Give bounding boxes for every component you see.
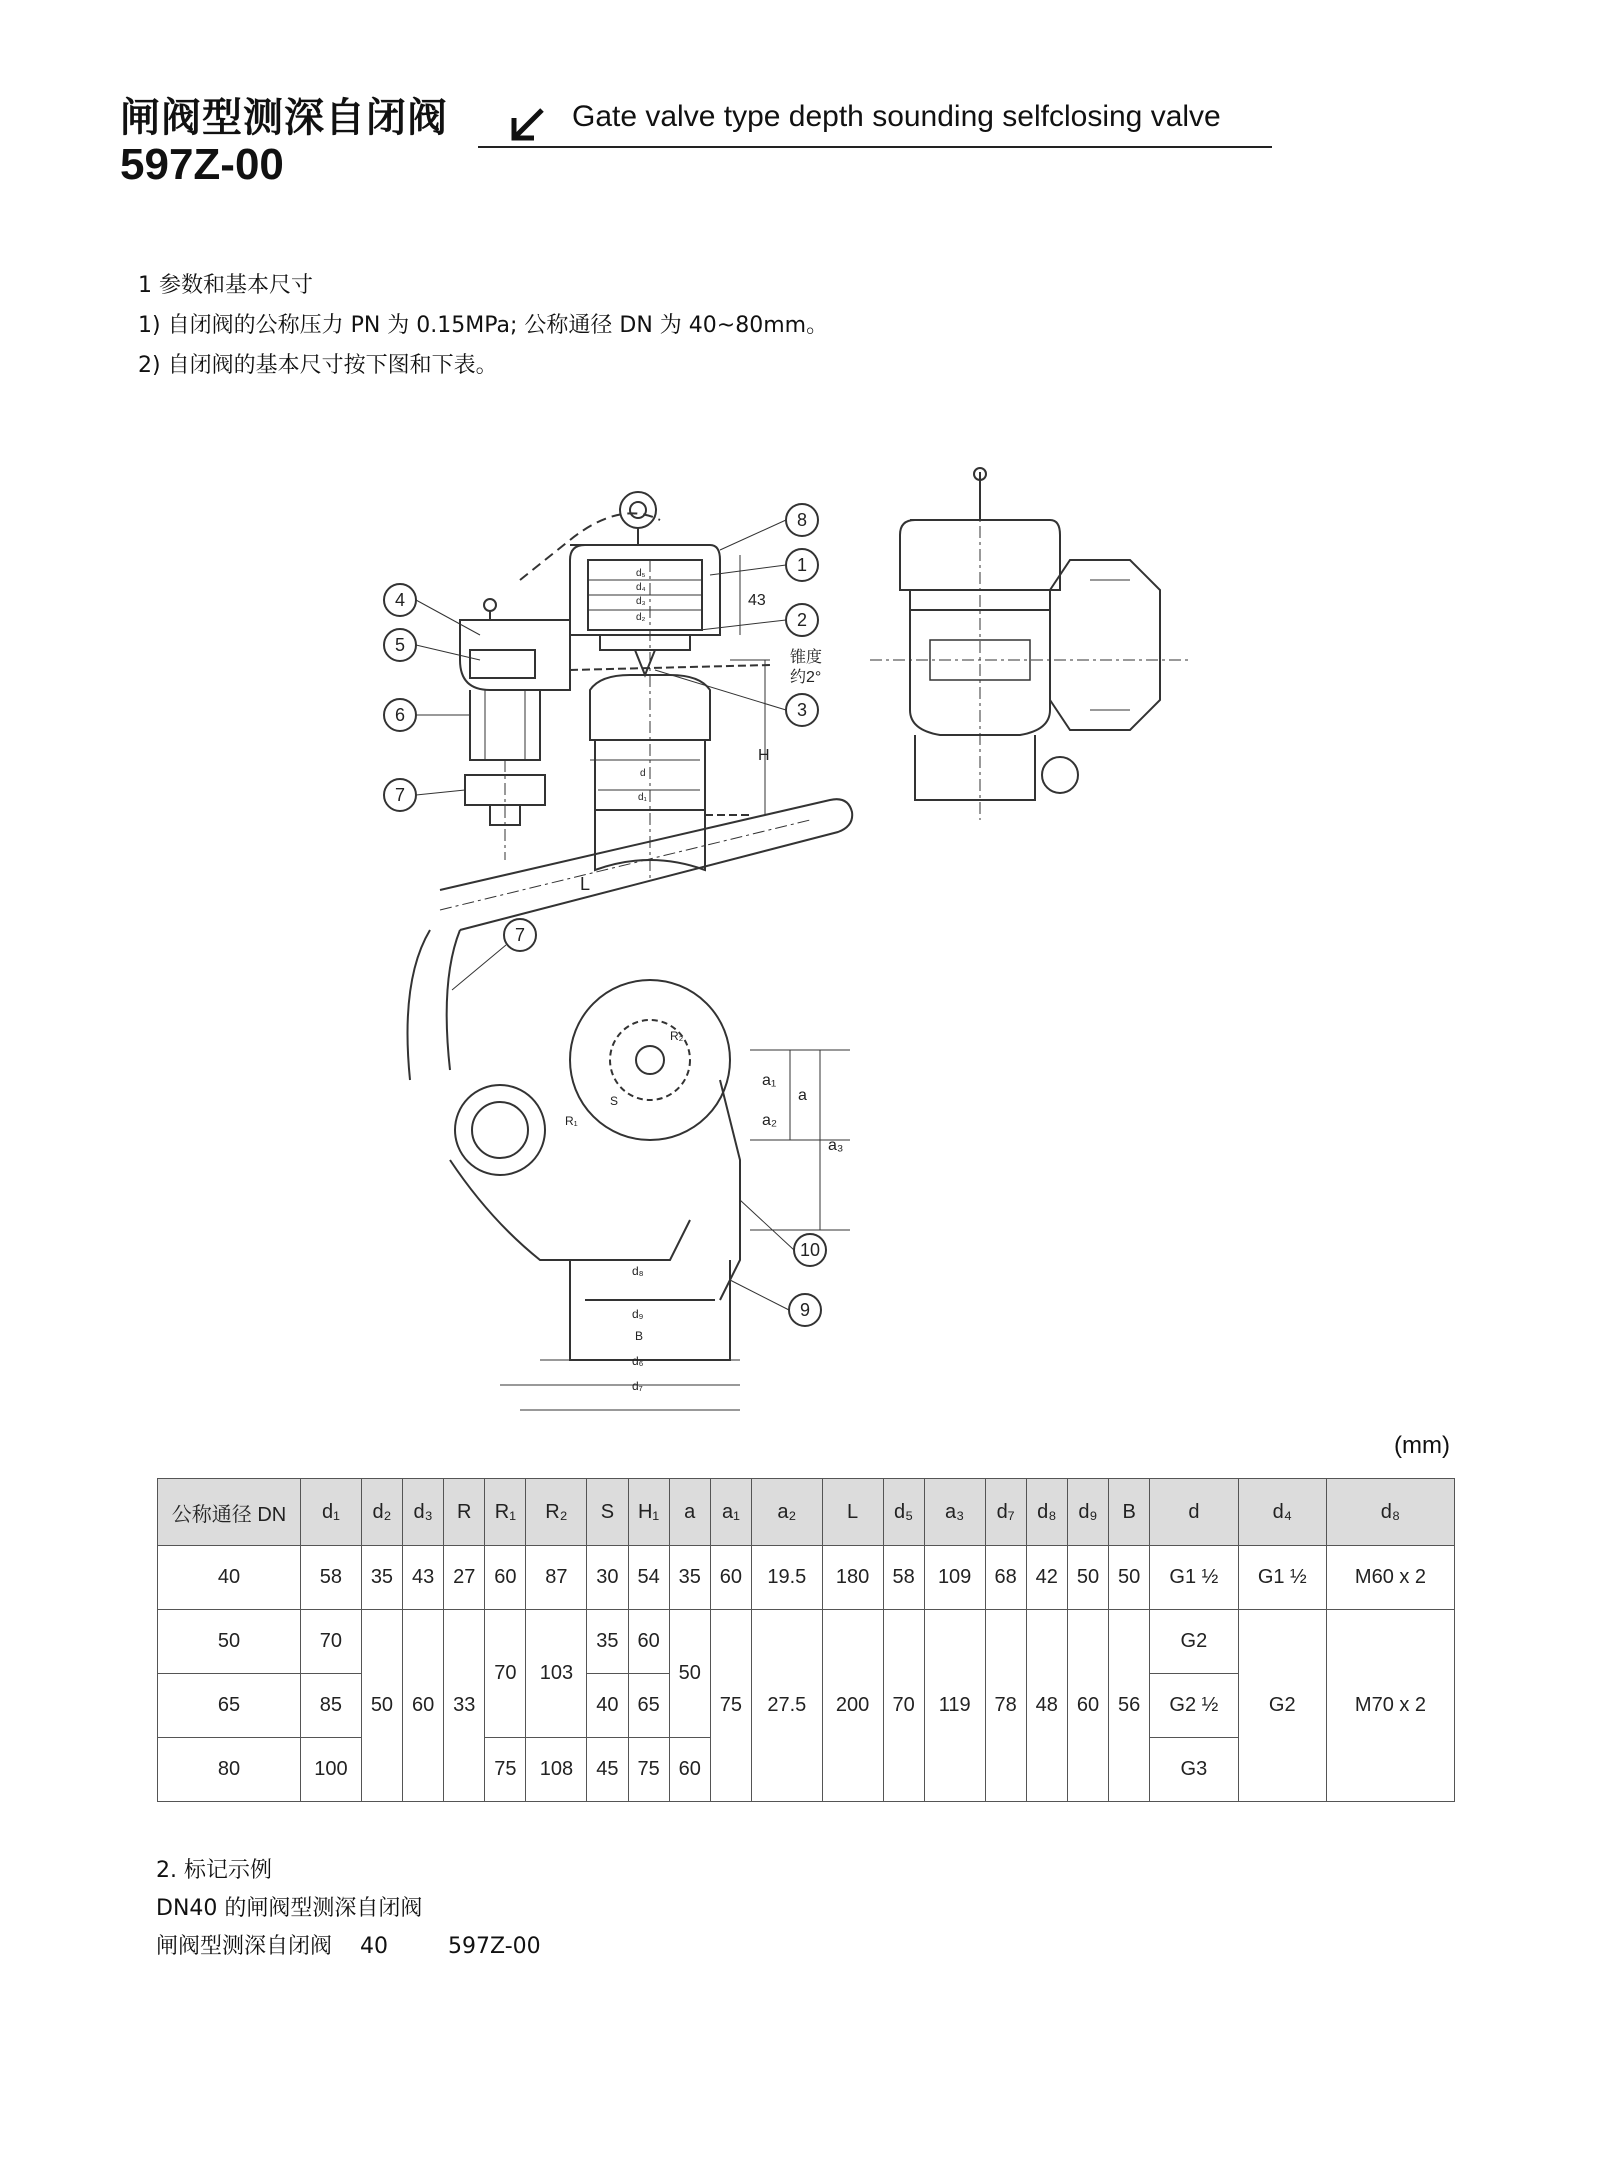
cell-d: G2 (1150, 1610, 1238, 1674)
cell-d1: 100 (301, 1738, 362, 1802)
cell-a3: 109 (924, 1546, 985, 1610)
cell-d8: 42 (1026, 1546, 1067, 1610)
cell-d3: 60 (403, 1610, 444, 1802)
cell-d5: 70 (883, 1610, 924, 1802)
cell-d2: 50 (361, 1610, 402, 1802)
label-r1: R₁ (565, 1114, 578, 1128)
header-r1: R₁ (485, 1479, 526, 1546)
cell-a2: 19.5 (751, 1546, 822, 1610)
cell-d: G2 ½ (1150, 1674, 1238, 1738)
cell-s: 30 (587, 1546, 628, 1610)
cell-d2: 35 (361, 1546, 402, 1610)
callout-8: 8 (797, 510, 808, 530)
header-l: L (822, 1479, 883, 1546)
cell-r2: 103 (526, 1610, 587, 1738)
cell-dn: 50 (158, 1610, 301, 1674)
cell-d9: 60 (1067, 1610, 1108, 1802)
header-b: B (1109, 1479, 1150, 1546)
cell-d4: G1 ½ (1238, 1546, 1326, 1610)
cell-d7: 68 (985, 1546, 1026, 1610)
intro-item-2: 2) 自闭阀的基本尺寸按下图和下表。 (138, 353, 498, 378)
label-s: S (610, 1094, 619, 1108)
cell-r1: 75 (485, 1738, 526, 1802)
header-r2: R₂ (526, 1479, 587, 1546)
callout-5: 5 (395, 635, 406, 655)
marking-example-line (156, 1928, 541, 1966)
label-43: 43 (748, 592, 766, 609)
cell-r: 27 (444, 1546, 485, 1610)
cell-b: 56 (1109, 1610, 1150, 1802)
header-h1: H₁ (628, 1479, 669, 1546)
cell-a: 50 (669, 1610, 710, 1738)
product-code: 597Z-00 (120, 140, 284, 189)
title-underline (478, 146, 1272, 148)
label-d2: d₂ (636, 612, 646, 623)
marking-section (156, 1852, 541, 1966)
header-a2: a₂ (751, 1479, 822, 1546)
cell-h1: 75 (628, 1738, 669, 1802)
arrow-down-left-icon (508, 104, 548, 144)
header-d1: d₁ (301, 1479, 362, 1546)
header-d8-thread: d₈ (1326, 1479, 1454, 1546)
cell-d8: 48 (1026, 1610, 1067, 1802)
label-d6: d₆ (632, 1354, 644, 1368)
intro-section (138, 266, 828, 386)
label-d8: d₈ (632, 1264, 644, 1278)
header-d9: d₉ (1067, 1479, 1108, 1546)
label-d4: d₄ (636, 582, 646, 593)
cell-a1: 60 (710, 1546, 751, 1610)
header-a1: a₁ (710, 1479, 751, 1546)
header-s: S (587, 1479, 628, 1546)
cell-d1: 85 (301, 1674, 362, 1738)
cell-s: 45 (587, 1738, 628, 1802)
cell-l: 200 (822, 1610, 883, 1802)
cell-a2: 27.5 (751, 1610, 822, 1802)
table-header-row (158, 1479, 1455, 1546)
label-b: B (635, 1329, 644, 1343)
cell-r1: 60 (485, 1546, 526, 1610)
cell-d5: 58 (883, 1546, 924, 1610)
cell-d: G3 (1150, 1738, 1238, 1802)
label-a: a (798, 1087, 807, 1104)
cell-l: 180 (822, 1546, 883, 1610)
callout-7-top: 7 (395, 785, 406, 805)
header-d7: d₇ (985, 1479, 1026, 1546)
header-a: a (669, 1479, 710, 1546)
cell-d3: 43 (403, 1546, 444, 1610)
header-dn: 公称通径 DN (158, 1479, 301, 1546)
cell-s: 35 (587, 1610, 628, 1674)
label-d: d (640, 768, 646, 779)
header-d8: d₈ (1026, 1479, 1067, 1546)
title-english: Gate valve type depth sounding selfclosing valve (572, 100, 1221, 133)
cell-d9: 50 (1067, 1546, 1108, 1610)
label-a3: a₃ (828, 1137, 844, 1154)
table-row (158, 1610, 1455, 1674)
marking-code: 597Z-00 (448, 1934, 541, 1959)
label-a2: a₂ (762, 1112, 778, 1129)
marking-name: 闸阀型测深自闭阀 (156, 1934, 333, 1959)
cell-dn: 40 (158, 1546, 301, 1610)
cell-r2: 87 (526, 1546, 587, 1610)
valve-section-view (460, 492, 822, 880)
dimensions-table (157, 1478, 1455, 1802)
callout-2: 2 (797, 610, 808, 630)
header-d2: d₂ (361, 1479, 402, 1546)
valve-technical-drawing (370, 460, 1230, 1393)
cell-h1: 65 (628, 1674, 669, 1738)
section-heading-marking: 2. 标记示例 (156, 1858, 272, 1883)
label-a1: a₁ (762, 1072, 777, 1089)
cell-r2: 108 (526, 1738, 587, 1802)
cell-d1: 70 (301, 1610, 362, 1674)
valve-side-view (870, 468, 1190, 820)
marking-dn: 40 (360, 1934, 389, 1959)
cell-a3: 119 (924, 1610, 985, 1802)
cell-a1: 75 (710, 1610, 751, 1802)
cell-h1: 60 (628, 1610, 669, 1674)
label-h: H (758, 747, 770, 764)
cell-a: 60 (669, 1738, 710, 1802)
label-taper-angle: 约2° (790, 669, 822, 686)
callout-7-lever: 7 (515, 925, 526, 945)
header-d: d (1150, 1479, 1238, 1546)
label-d7: d₇ (632, 1379, 643, 1393)
callout-3: 3 (797, 700, 808, 720)
label-d3: d₃ (636, 596, 646, 607)
valve-lower-assembly (450, 568, 850, 1410)
callout-6: 6 (395, 705, 406, 725)
header-d4: d₄ (1238, 1479, 1326, 1546)
label-d9: d₉ (632, 1307, 644, 1321)
cell-r1: 70 (485, 1610, 526, 1738)
cell-d4: G2 (1238, 1610, 1326, 1802)
marking-description: DN40 的闸阀型测深自闭阀 (156, 1896, 423, 1921)
callout-4: 4 (395, 590, 406, 610)
cell-s: 40 (587, 1674, 628, 1738)
label-r2: R₂ (670, 1029, 684, 1043)
table-row (158, 1546, 1455, 1610)
cell-dn: 80 (158, 1738, 301, 1802)
label-l: L (580, 874, 591, 894)
callout-9: 9 (800, 1300, 811, 1320)
cell-dn: 65 (158, 1674, 301, 1738)
label-d5: d₅ (636, 568, 646, 579)
cell-d: G1 ½ (1150, 1546, 1238, 1610)
callout-10: 10 (800, 1240, 821, 1260)
cell-a: 35 (669, 1546, 710, 1610)
section-heading-params: 1 参数和基本尺寸 (138, 273, 313, 298)
cell-d7: 78 (985, 1610, 1026, 1802)
cell-d1: 58 (301, 1546, 362, 1610)
label-taper: 锥度 (790, 649, 823, 666)
cell-d8-thread: M60 x 2 (1326, 1546, 1454, 1610)
part-callouts (384, 504, 826, 1326)
callout-1: 1 (797, 555, 808, 575)
header-r: R (444, 1479, 485, 1546)
header-d3: d₃ (403, 1479, 444, 1546)
header-d5: d₅ (883, 1479, 924, 1546)
header-a3: a₃ (924, 1479, 985, 1546)
cell-d8-thread: M70 x 2 (1326, 1610, 1454, 1802)
lever-view (408, 799, 853, 1080)
label-d1: d₁ (638, 792, 647, 803)
cell-h1: 54 (628, 1546, 669, 1610)
title-chinese: 闸阀型测深自闭阀 (120, 95, 448, 141)
cell-r: 33 (444, 1610, 485, 1802)
cell-b: 50 (1109, 1546, 1150, 1610)
intro-item-1: 1) 自闭阀的公称压力 PN 为 0.15MPa; 公称通径 DN 为 40~80mm。 (138, 313, 829, 338)
table-unit: (mm) (1394, 1432, 1450, 1459)
